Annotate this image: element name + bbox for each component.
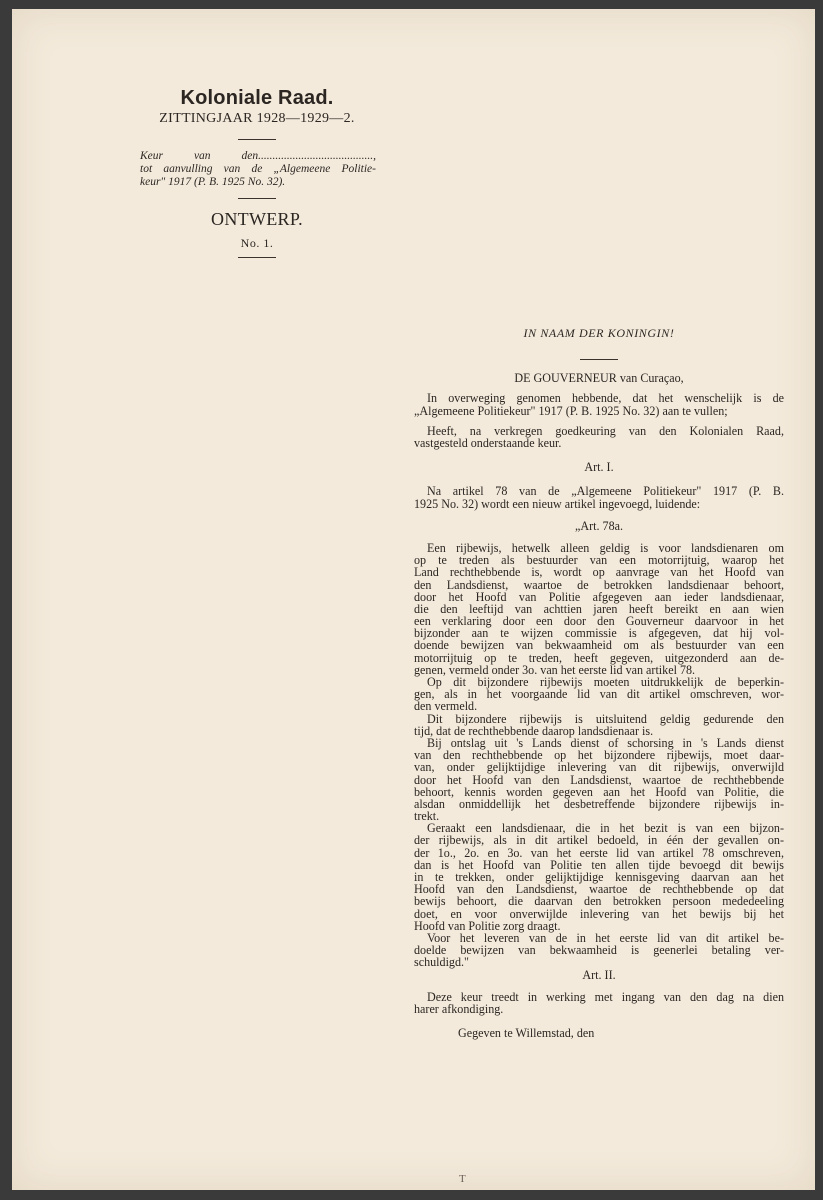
text-line: behoort, kennis worden gegeven aan het Hoofd van Politie, die (414, 784, 784, 799)
text-line: schuldigd." (414, 955, 469, 970)
text-line: Hoofd van den Landsdienst, waartoe de rechthebbende op dat (414, 882, 784, 897)
given-at-line: Gegeven te Willemstad, den (458, 1026, 595, 1041)
article-1-heading: Art. I. (584, 460, 614, 475)
keur-line: keur" 1917 (P. B. 1925 No. 32). (140, 176, 286, 188)
text-line: Voor het leveren van de in het eerste lid van dit artikel be- (427, 930, 784, 945)
text-line: doet, en voor onverwijlde inlevering van het bewijs bij het (414, 906, 784, 921)
text-line: bijzonder aan te wijzen commissie is afgegeven, dat hij vol- (414, 626, 784, 641)
text-line: tijd, dat de rechthebbende daarop landsdienaar is. (414, 723, 654, 738)
text-line: Op dit bijzondere rijbewijs moeten uitdrukkelijk de beperkin- (427, 675, 784, 689)
governor-heading: DE GOUVERNEUR van Curaçao, (514, 371, 684, 386)
text-line: dan is het Hoofd van Politie ten allen tijde bevoegd dit bewijs (414, 857, 784, 872)
text-line: alsdan onmiddellijk het desbetreffende bijzondere rijbewijs in- (414, 796, 784, 811)
approval-paragraph (414, 425, 784, 449)
text-line: genen, vermeld onder 3o. van het eerste lid van artikel 78. (414, 662, 696, 677)
article-78a-heading: „Art. 78a. (574, 518, 624, 533)
in-name-heading: IN NAAM DER KONINGIN! (523, 326, 675, 340)
text-line: doelde bewijzen van bekwaamheid is geenerlei betaling ver- (414, 943, 784, 958)
text-line: der rijbewijs, als in dit artikel bedoeld, in één der gevallen on- (414, 833, 784, 848)
article-78a-paragraph-1 (414, 542, 784, 676)
text-line: van den rechthebbende op het bijzondere rijbewijs, moet daar- (414, 748, 784, 763)
divider (580, 359, 618, 360)
council-title: Koloniale Raad. (180, 87, 334, 109)
text-line: die den leeftijd van achttien jaren heeft bereikt en aan wien (414, 601, 784, 616)
text-line: vastgesteld onderstaande keur. (414, 435, 562, 450)
keur-line: Keur van den........................................, (140, 150, 376, 162)
text-line: „Algemeene Politiekeur" 1917 (P. B. 1925 No. 32) aan te vullen; (414, 403, 728, 418)
divider (238, 139, 276, 140)
text-line: in te trekken, onder gelijktijdige kennisgeving daarvan aan het (414, 870, 784, 884)
text-line: Heeft, na verkregen goedkeuring van den Kolonialen Raad, (427, 423, 784, 438)
article-1-text (414, 485, 784, 509)
draft-label: ONTWERP. (211, 209, 303, 229)
article-78a-paragraph-5 (414, 822, 784, 932)
pencil-mark: T (459, 1173, 466, 1185)
text-line: harer afkondiging. (414, 1001, 504, 1016)
article-78a-paragraph-4 (414, 737, 784, 822)
article-78a-paragraph-6 (414, 932, 784, 969)
text-line: der 1o., 2o. en 3o. van het eerste lid van artikel 78 omschreven, (414, 845, 784, 860)
text-line: gen, als in het voorgaande lid van dit artikel omschreven, wor- (414, 687, 784, 702)
article-78a-paragraph-3 (414, 713, 784, 737)
text-line: trekt. (414, 809, 440, 824)
session-year: ZITTINGJAAR 1928—1929—2. (159, 111, 355, 126)
text-line: In overweging genomen hebbende, dat het wenschelijk is de (427, 391, 784, 406)
document-page (12, 9, 815, 1190)
article-2-heading: Art. II. (582, 967, 616, 982)
divider (238, 257, 276, 258)
text-line: Dit bijzondere rijbewijs is uitsluitend geldig gedurende den (427, 711, 784, 726)
article-78a-paragraph-2 (414, 676, 784, 713)
divider (238, 198, 276, 199)
considering-paragraph (414, 392, 784, 416)
text-line: Land rechthebbende is, wordt op aanvrage van het Hoofd van (414, 565, 784, 580)
text-line: den Landsdienst, waartoe de betrokken landsdienaar behoort, (414, 577, 784, 592)
decree-body (414, 327, 784, 1039)
article-2-text (414, 991, 784, 1015)
text-line: bewijs behoort, die daarvan den betrokken persoon mededeeling (414, 894, 784, 909)
draft-number: No. 1. (240, 236, 274, 250)
text-line: Deze keur treedt in werking met ingang van den dag na dien (427, 989, 784, 1004)
text-line: door het Hoofd van Politie afgegeven aan ieder landsdienaar, (414, 589, 784, 604)
text-line: Hoofd van Politie zorg draagt. (414, 918, 561, 933)
text-line: doende bewijzen van bekwaamheid om als bestuurder van een (414, 638, 784, 653)
text-line: motorrijtuig op te treden, heeft gegeven, uitgezonderd aan de- (414, 650, 784, 665)
text-line: een verklaring door een door den Gouverneur daarvoor in het (414, 614, 784, 629)
text-line: den vermeld. (414, 699, 478, 714)
keur-description (140, 150, 376, 189)
text-line: Een rijbewijs, hetwelk alleen geldig is voor landsdienaren om (427, 540, 784, 555)
text-line: door het Hoofd van den Landsdienst, waartoe de rechthebbende (414, 772, 784, 787)
text-line: Na artikel 78 van de „Algemeene Politiekeur" 1917 (P. B. (427, 484, 784, 499)
document-header (132, 87, 382, 258)
text-line: van, onder gelijktijdige inlevering van dit rijbewijs, onverwijld (414, 760, 784, 775)
keur-line: tot aanvulling van de „Algemeene Politie- (140, 163, 376, 175)
text-line: 1925 No. 32) wordt een nieuw artikel ingevoegd, luidende: (414, 496, 701, 511)
text-line: Geraakt een landsdienaar, die in het bezit is van een bijzon- (427, 821, 784, 836)
text-line: op te treden als bestuurder van een motorrijtuig, waarop het (414, 553, 784, 568)
text-line: Bij ontslag uit 's Lands dienst of schorsing in 's Lands dienst (427, 735, 784, 750)
